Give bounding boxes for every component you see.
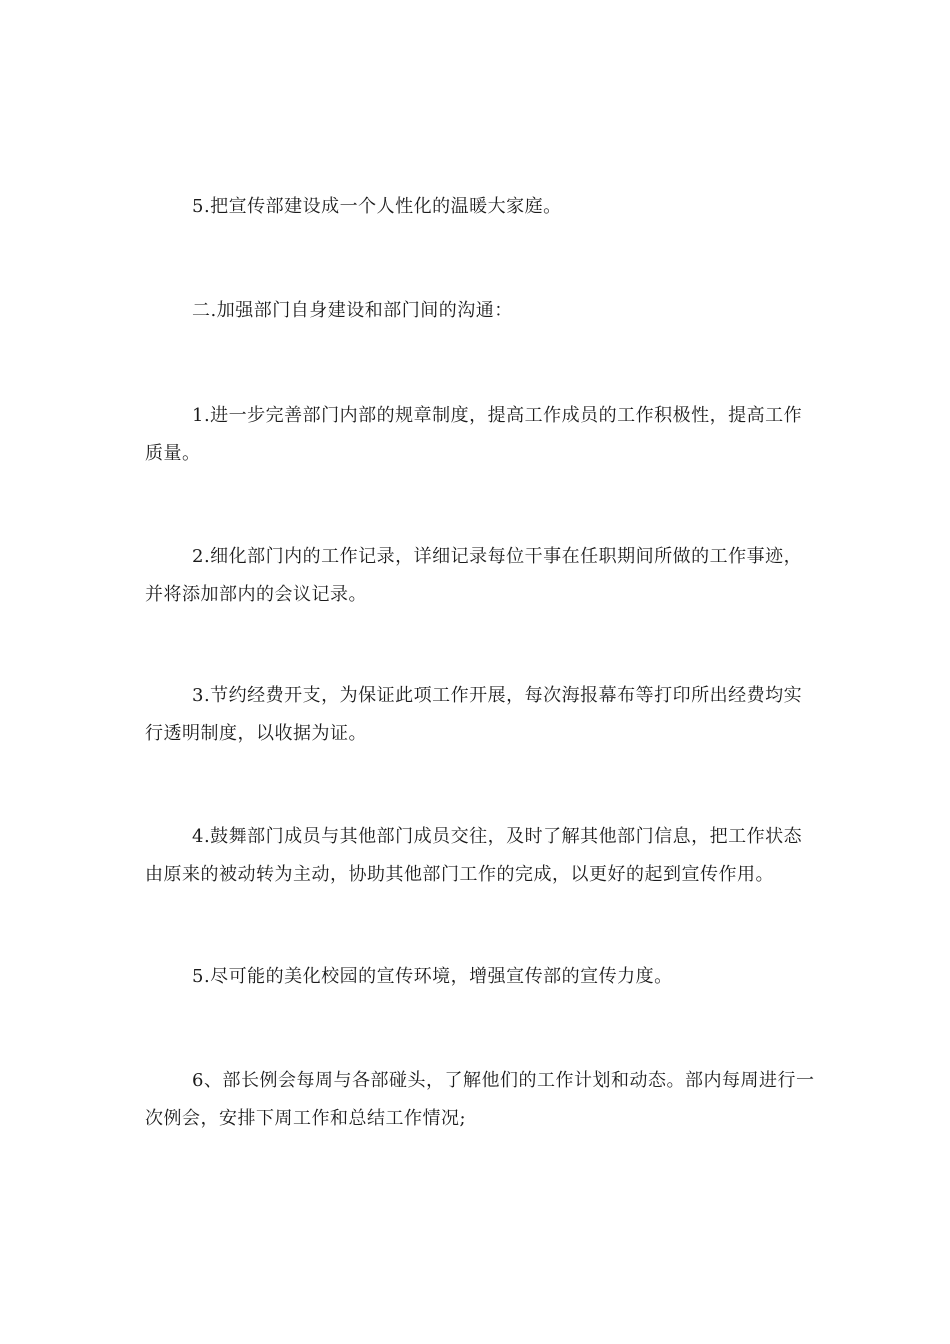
paragraph-item-3: 3.节约经费开支，为保证此项工作开展，每次海报幕布等打印所出经费均实行透明制度，以收据为证。 [145, 685, 803, 744]
paragraph-item-4: 4.鼓舞部门成员与其他部门成员交往，及时了解其他部门信息，把工作状态由原来的被动转为主动，协助其他部门工作的完成，以更好的起到宣传作用。 [145, 826, 803, 885]
section-heading-2: 二.加强部门自身建设和部门间的沟通： [192, 300, 513, 321]
paragraph-item-1: 1.进一步完善部门内部的规章制度，提高工作成员的工作积极性，提高工作质量。 [145, 405, 803, 464]
paragraph-goal-5: 5.把宣传部建设成一个人性化的温暖大家庭。 [192, 196, 562, 217]
paragraph-item-2: 2.细化部门内的工作记录，详细记录每位干事在任职期间所做的工作事迹，并将添加部内的会议记录。 [145, 546, 803, 605]
paragraph-item-5: 5.尽可能的美化校园的宣传环境，增强宣传部的宣传力度。 [192, 966, 673, 987]
paragraph-item-6: 6、部长例会每周与各部碰头，了解他们的工作计划和动态。部内每周进行一次例会，安排下周工作和总结工作情况; [145, 1070, 815, 1129]
